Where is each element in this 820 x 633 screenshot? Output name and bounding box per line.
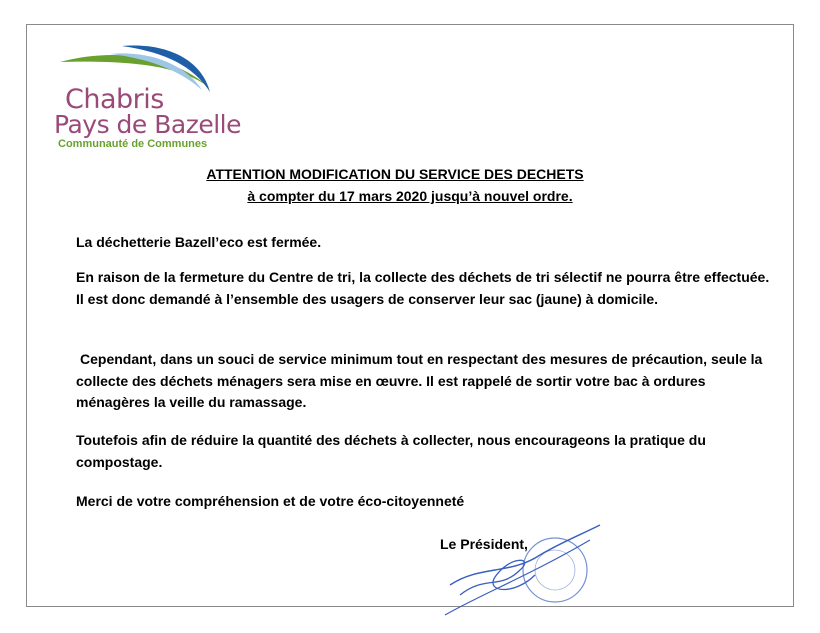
paragraph-closure: La déchetterie Bazell’eco est fermée. <box>76 234 322 250</box>
logo-text-pays-de-bazelle: Pays de Bazelle <box>54 110 241 139</box>
paragraph-compost: Toutefois afin de réduire la quantité des déchets à collecter, nous encourageons la pratique du compostage. <box>76 432 706 470</box>
heading-line-2: à compter du 17 mars 2020 jusqu’à nouvel ordre. <box>247 188 573 204</box>
logo-text-communaute: Communauté de Communes <box>58 138 208 150</box>
paragraph-thanks: Merci de votre compréhension et de votre éco-citoyenneté <box>76 493 465 509</box>
logo <box>52 40 242 150</box>
logo-text-chabris: Chabris <box>65 84 164 115</box>
signature-stamp-icon <box>440 515 610 620</box>
paragraph-sorting: En raison de la fermeture du Centre de tri, la collecte des déchets de tri sélectif ne pourra être effectuée. Il est donc demandé à l’ensemble des usagers de conserver leur sac (jaune) à domicile. <box>76 269 770 307</box>
heading-line-1: ATTENTION MODIFICATION DU SERVICE DES DECHETS <box>206 166 584 182</box>
signature-label: Le Président, <box>440 536 528 552</box>
paragraph-minimum-service: Cependant, dans un souci de service minimum tout en respectant des mesures de précaution, seule la collecte des déchets ménagers sera mise en œuvre. Il est rappelé de sortir votre bac à ordures ménagères la veille du ramassage. <box>76 351 763 410</box>
